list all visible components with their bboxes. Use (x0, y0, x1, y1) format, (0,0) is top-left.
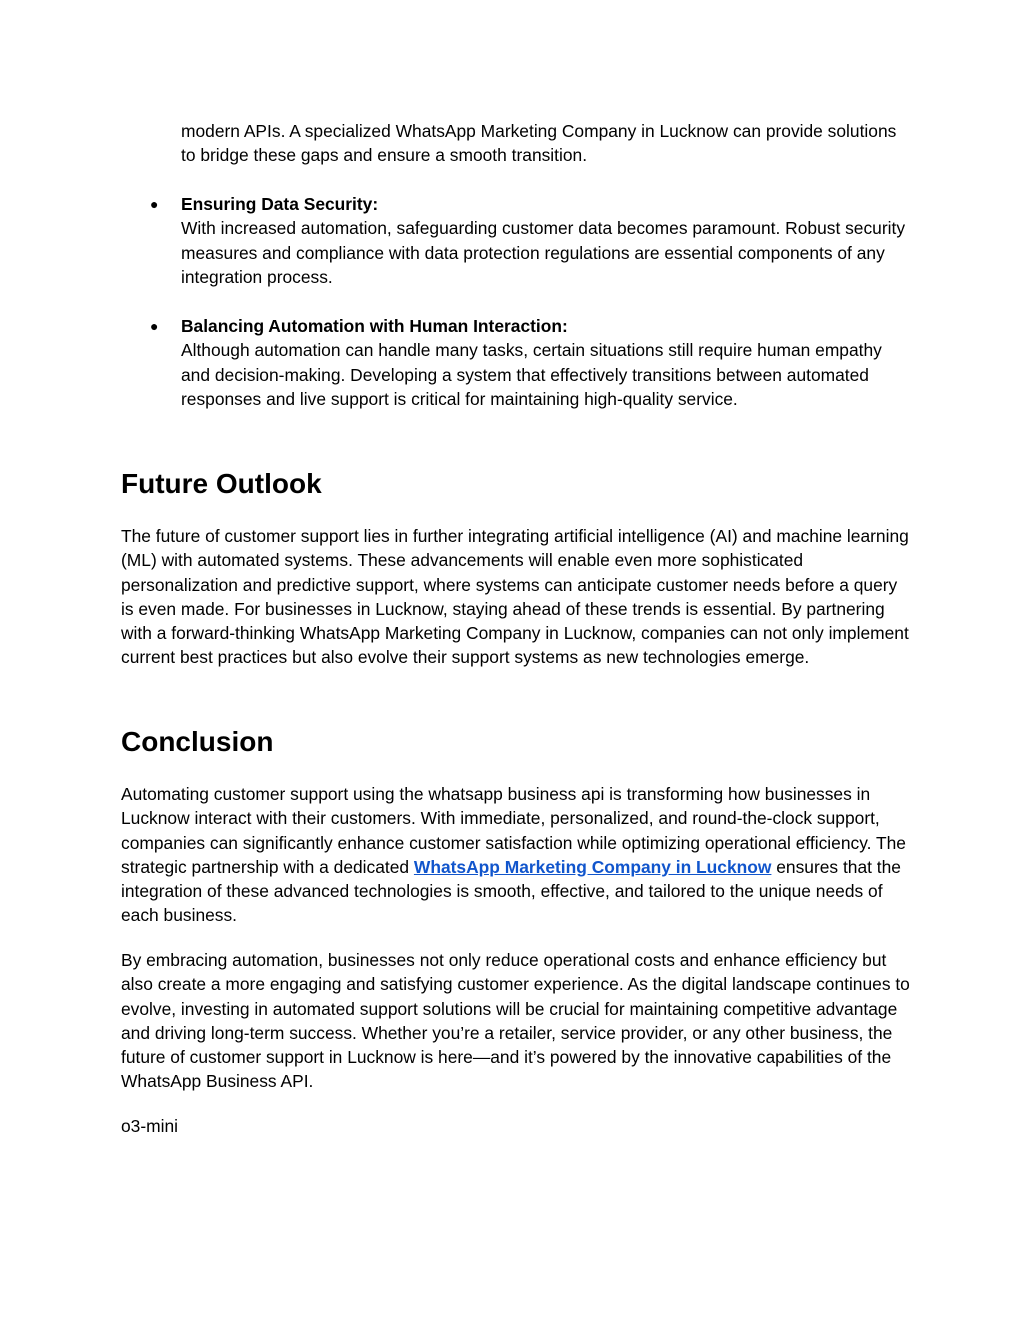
footer-note: o3-mini (121, 1116, 179, 1136)
list-item-text: Although automation can handle many tasks, certain situations still require human empathy and decision-making. Developing a system that effectively transitions between automated responses and live support is critical for maintaining high-quality service. (181, 340, 882, 409)
conclusion-heading: Conclusion (121, 726, 274, 757)
list-item-text: With increased automation, safeguarding customer data becomes paramount. Robust security measures and compliance with data protection regulations are essential components of any integration process. (181, 218, 906, 287)
conclusion-paragraph-2: By embracing automation, businesses not only reduce operational costs and enhance efficiency but also create a more engaging and satisfying customer experience. As the digital landscape continues to evolve, investing in automated support solutions will be crucial for maintaining competitive advantage and driving long-term success. Whether you’re a retailer, service provider, or any other business, the future of customer support in Lucknow is here—and it’s powered by the innovative capabilities of the WhatsApp Business API. (121, 950, 910, 1092)
future-outlook-heading: Future Outlook (121, 468, 322, 499)
bullet-icon: ● (150, 196, 159, 212)
intro-continuation: modern APIs. A specialized WhatsApp Marketing Company in Lucknow can provide solutions to bridge these gaps and ensure a smooth transition. (181, 121, 897, 166)
conclusion-paragraph-1 (121, 782, 911, 928)
list-item-title: Balancing Automation with Human Interaction: (181, 316, 568, 336)
list-item-title: Ensuring Data Security: (181, 194, 379, 214)
bullet-icon: ● (150, 318, 159, 334)
conclusion-text-before-link: Automating customer support using the whatsapp business api is transforming how businesses in Lucknow interact with their customers. With immediate, personalized, and round-the-clock support, companies can significantly enhance customer satisfaction while optimizing operational efficiency. The strategic partnership with a dedicated (121, 784, 906, 877)
conclusion-text-after-link: ensures that the integration of these advanced technologies is smooth, effective, and tailored to the unique needs of each business. (121, 856, 901, 926)
whatsapp-marketing-company-link[interactable]: WhatsApp Marketing Company in Lucknow (413, 856, 772, 877)
future-outlook-paragraph: The future of customer support lies in further integrating artificial intelligence (AI) and machine learning (ML) with automated systems. These advancements will enable even more sophisticated personalization and predictive support, where systems can anticipate customer needs before a query is even made. For businesses in Lucknow, staying ahead of these trends is essential. By partnering with a forward-thinking WhatsApp Marketing Company in Lucknow, companies can not only implement current best practices but also evolve their support systems as new technologies emerge. (121, 526, 909, 668)
